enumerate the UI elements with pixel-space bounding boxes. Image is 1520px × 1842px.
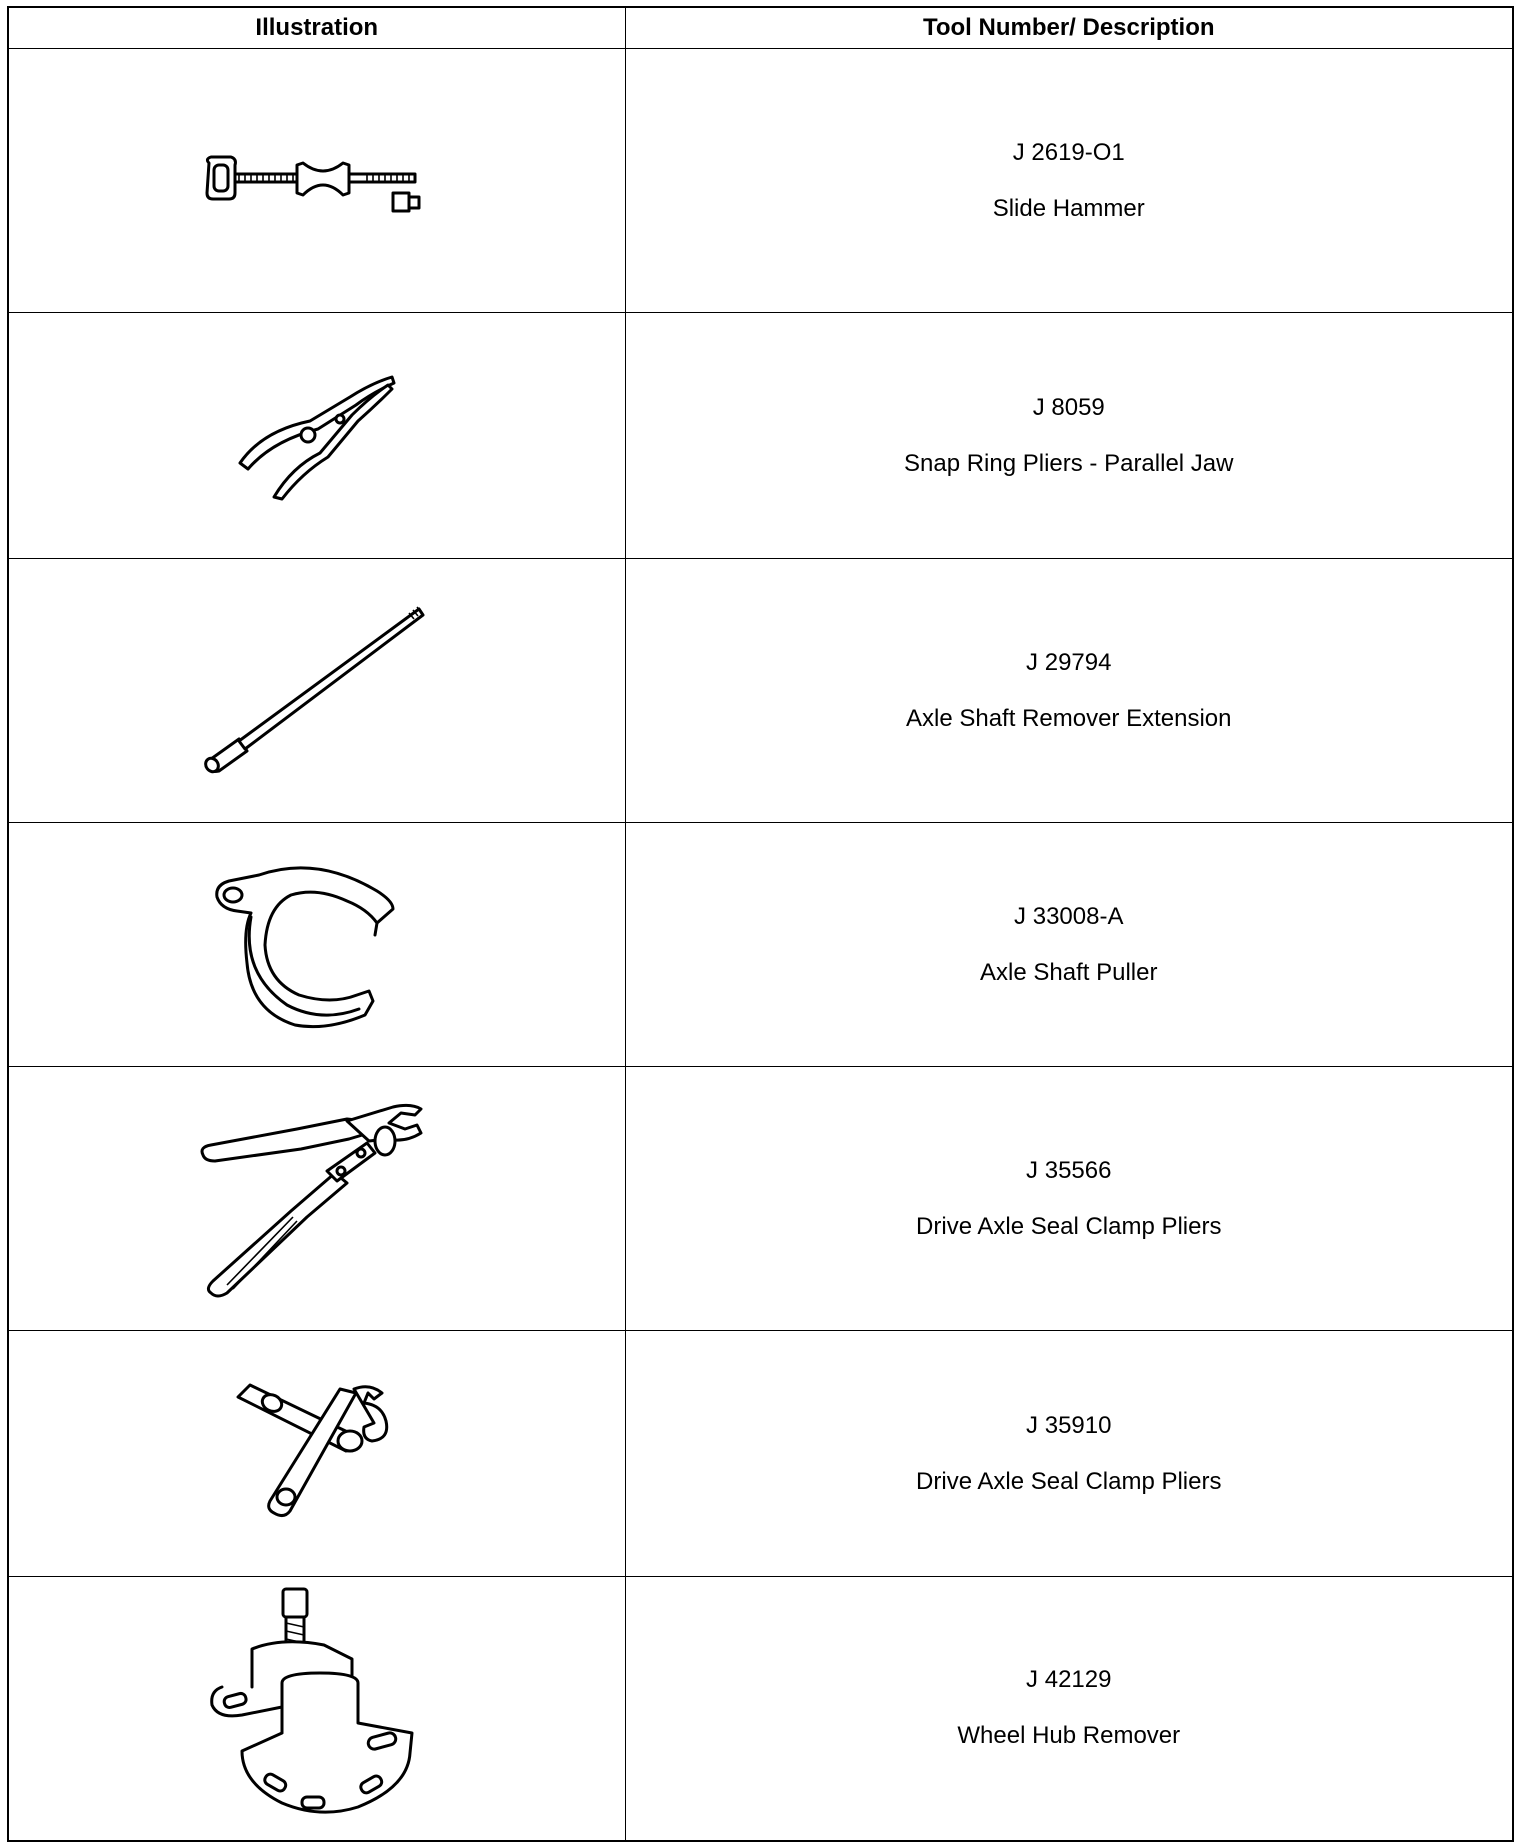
illustration-cell bbox=[8, 823, 625, 1067]
tool-number: J 35910 bbox=[1026, 1411, 1112, 1439]
illustration-cell bbox=[8, 313, 625, 559]
tool-description: Snap Ring Pliers - Parallel Jaw bbox=[904, 449, 1234, 477]
illustration-cell bbox=[8, 49, 625, 313]
tool-number: J 29794 bbox=[1026, 648, 1112, 676]
tool-number: J 42129 bbox=[1026, 1666, 1112, 1694]
illustration-cell bbox=[8, 1577, 625, 1841]
tool-description: Slide Hammer bbox=[992, 194, 1145, 222]
tool-number: J 33008-A bbox=[1014, 902, 1124, 930]
table-row bbox=[8, 1577, 1513, 1841]
illustration-cell bbox=[8, 1331, 625, 1577]
table-row bbox=[8, 1067, 1513, 1331]
table-header-row bbox=[8, 7, 1513, 49]
tool-description: Drive Axle Seal Clamp Pliers bbox=[916, 1467, 1222, 1495]
description-cell bbox=[625, 313, 1513, 559]
tool-description: Wheel Hub Remover bbox=[957, 1722, 1181, 1750]
description-cell bbox=[625, 49, 1513, 313]
table-row bbox=[8, 313, 1513, 559]
tool-description: Drive Axle Seal Clamp Pliers bbox=[916, 1212, 1222, 1240]
table-row bbox=[8, 823, 1513, 1067]
tool-number: J 8059 bbox=[1032, 393, 1105, 421]
illustration-cell bbox=[8, 1067, 625, 1331]
axle-shaft-puller-icon bbox=[207, 855, 427, 1035]
tool-description: Axle Shaft Puller bbox=[980, 958, 1158, 986]
description-cell bbox=[625, 1067, 1513, 1331]
tool-description: Axle Shaft Remover Extension bbox=[906, 704, 1232, 732]
tool-number: J 35566 bbox=[1026, 1156, 1112, 1184]
axle-shaft-extension-icon bbox=[197, 601, 437, 781]
table-row bbox=[8, 1331, 1513, 1577]
table-row bbox=[8, 49, 1513, 313]
tool-number: J 2619-O1 bbox=[1012, 138, 1125, 166]
description-cell bbox=[625, 1577, 1513, 1841]
description-cell bbox=[625, 823, 1513, 1067]
illustration-cell bbox=[8, 559, 625, 823]
table-row bbox=[8, 559, 1513, 823]
slide-hammer-icon bbox=[197, 141, 437, 221]
snap-ring-pliers-icon bbox=[232, 371, 402, 501]
header-illustration: Illustration bbox=[8, 7, 625, 49]
seal-clamp-pliers-icon bbox=[197, 1099, 437, 1299]
description-cell bbox=[625, 1331, 1513, 1577]
seal-clamp-pliers-small-icon bbox=[232, 1379, 402, 1529]
wheel-hub-remover-icon bbox=[202, 1583, 432, 1833]
special-tools-table bbox=[7, 6, 1514, 1842]
description-cell bbox=[625, 559, 1513, 823]
header-tool-number-description: Tool Number/ Description bbox=[625, 7, 1513, 49]
